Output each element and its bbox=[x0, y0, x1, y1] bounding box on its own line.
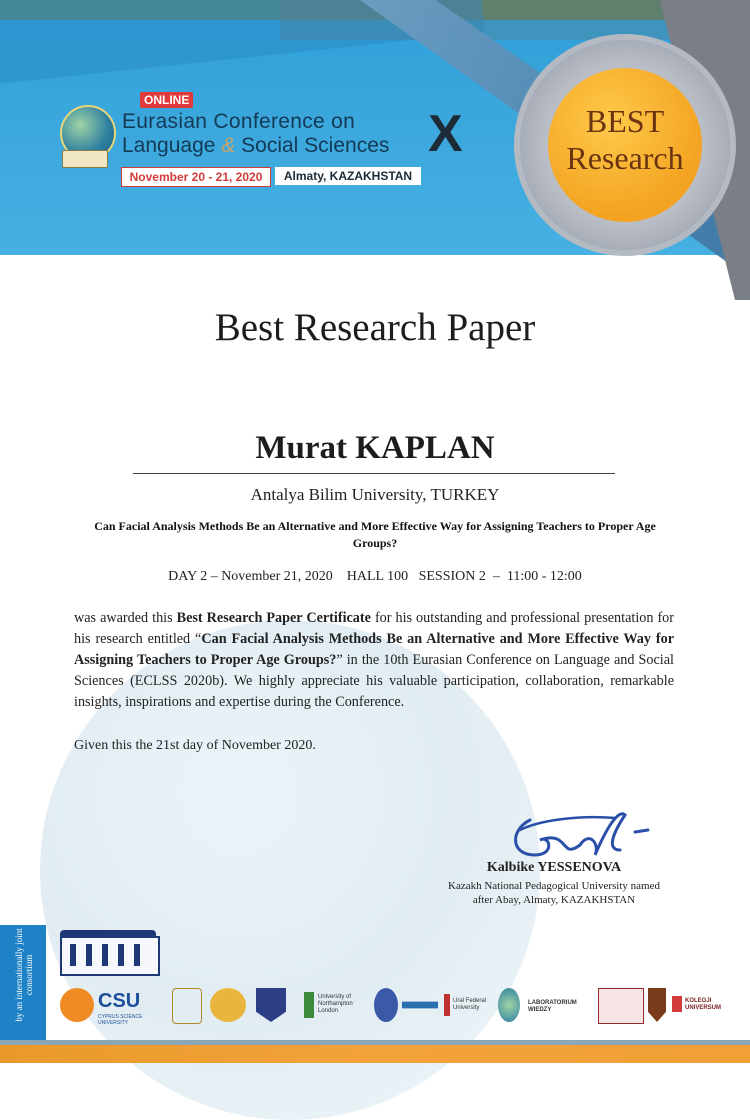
ural-mark-icon bbox=[444, 994, 450, 1016]
building-column bbox=[102, 944, 108, 966]
statement-certificate-name: Best Research Paper Certificate bbox=[176, 610, 371, 626]
online-label: ONLINE bbox=[140, 92, 193, 108]
statement-part2: for his outstanding and professional presentation for his research entitled “ bbox=[74, 610, 675, 647]
wiedzy-name: LABORATORIUM WIEDZY bbox=[528, 1000, 577, 1013]
signatory-name: Kalbike YESSENOVA bbox=[486, 860, 622, 875]
certificate-title: Best Research Paper bbox=[214, 306, 536, 349]
conference-name-line1: Eurasian Conference on bbox=[122, 110, 356, 133]
ural-logo bbox=[444, 988, 494, 1022]
northampton-name: University of Northampton London bbox=[318, 994, 353, 1014]
badge-text-research: Research bbox=[566, 140, 684, 176]
session-info: DAY 2 – November 21, 2020 HALL 100 SESSION 2 – 11:00 - 12:00 bbox=[168, 569, 582, 584]
conference-edition: X bbox=[428, 105, 463, 163]
shield-logo-icon bbox=[256, 988, 286, 1022]
csu-name: CSU bbox=[98, 990, 141, 1012]
northampton-mark-icon bbox=[304, 992, 314, 1018]
building-column bbox=[134, 944, 140, 966]
kolegji-name: KOLEGJI UNIVERSUM bbox=[685, 998, 722, 1011]
university-crest-icon bbox=[172, 988, 202, 1024]
red-box-logo-icon bbox=[598, 988, 644, 1024]
round-emblem-icon bbox=[374, 988, 398, 1022]
consortium-text: by an internationally joint consortium bbox=[14, 928, 34, 1022]
conference-dates: November 20 - 21, 2020 bbox=[121, 167, 271, 187]
signatory-affiliation bbox=[414, 879, 694, 907]
conference-language: Language bbox=[122, 134, 216, 157]
banner-logo-icon bbox=[402, 988, 438, 1022]
conference-ampersand: & bbox=[221, 134, 236, 157]
partner-logos bbox=[60, 988, 740, 1028]
signatory-affiliation-line2: after Abay, Almaty, KAZAKHSTAN bbox=[472, 894, 636, 906]
signatory-affiliation-line1: Kazakh National Pedagogical University named bbox=[448, 880, 660, 892]
building-column bbox=[70, 944, 76, 966]
conference-name-line2 bbox=[122, 134, 389, 158]
recipient-name: Murat KAPLAN bbox=[255, 430, 495, 466]
statement-paper-title: Can Facial Analysis Methods Be an Alternative and More Effective Way for Assigning Teachers to Proper Age Groups? bbox=[74, 631, 674, 668]
conference-location: Almaty, KAZAKHSTAN bbox=[275, 167, 421, 185]
csu-emblem-icon bbox=[60, 988, 94, 1022]
name-underline bbox=[133, 473, 615, 474]
medal-logo-icon bbox=[210, 988, 246, 1022]
award-statement bbox=[74, 608, 674, 713]
paper-title: Can Facial Analysis Methods Be an Alternative and More Effective Way for Assigning Teachers to Proper Age Groups? bbox=[94, 519, 656, 550]
recipient-affiliation: Antalya Bilim University, TURKEY bbox=[250, 485, 500, 504]
badge-text-best: BEST bbox=[585, 103, 665, 139]
building-column bbox=[118, 944, 124, 966]
small-crest-icon bbox=[648, 988, 666, 1022]
building-logo bbox=[60, 936, 160, 976]
building-roof bbox=[60, 930, 156, 938]
globe-small-icon bbox=[498, 988, 520, 1022]
statement-part3: ” in the 10th Eurasian Conference on Language and Social Sciences (ECLSS 2020b). We highly appreciate his valuable participation, collaboration, remarkable insights, inspirations and expertise during the Conference. bbox=[74, 652, 674, 710]
ural-name: Ural Federal University bbox=[453, 998, 487, 1011]
csu-logo bbox=[60, 988, 160, 1026]
wiedzy-logo bbox=[528, 988, 588, 1022]
northampton-logo bbox=[304, 988, 364, 1022]
statement-part1: was awarded this bbox=[74, 610, 177, 626]
kolegji-logo bbox=[672, 988, 734, 1022]
kolegji-mark-icon bbox=[672, 996, 682, 1012]
csu-subtitle: CYPRUS SCIENCE UNIVERSITY bbox=[98, 1014, 143, 1026]
given-date: Given this the 21st day of November 2020. bbox=[74, 738, 316, 753]
building-column bbox=[86, 944, 92, 966]
footer-stripe bbox=[0, 1045, 750, 1063]
conference-social-sciences: Social Sciences bbox=[241, 134, 390, 157]
book-icon bbox=[62, 150, 108, 168]
